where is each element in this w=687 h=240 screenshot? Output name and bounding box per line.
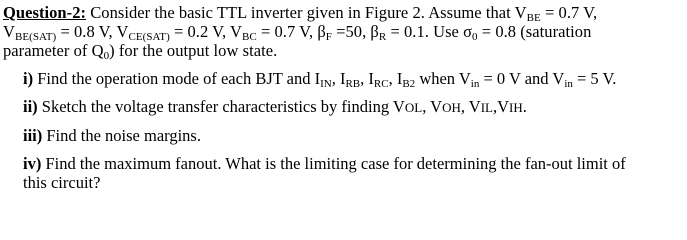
subscript: R <box>378 31 387 43</box>
item-text: Sketch the voltage transfer characteristics by finding V <box>37 97 405 116</box>
intro-text: Consider the basic TTL inverter given in Figure 2. Assume that V <box>86 3 527 22</box>
intro-text: V <box>3 22 15 41</box>
subscript: BC <box>242 31 257 43</box>
question-label: Question-2: <box>3 3 87 22</box>
intro-text: parameter of Q <box>3 41 104 60</box>
small-caps-subscript: IL <box>480 100 493 115</box>
small-caps-subscript: IH <box>509 100 523 115</box>
intro-text: = 0.8 (saturation <box>477 22 592 41</box>
subscript: B2 <box>402 78 416 90</box>
intro-text: = 0.7 V, β <box>256 22 326 41</box>
item-number: iii) <box>23 126 43 145</box>
question-item-iii <box>23 126 685 145</box>
item-text: = 5 V. <box>572 69 617 88</box>
subscript: RB <box>345 78 361 90</box>
question-document <box>3 0 685 192</box>
intro-text: = 0.7 V, <box>540 3 598 22</box>
subscript: 0 <box>472 31 478 43</box>
item-text: Find the noise margins. <box>42 126 201 145</box>
item-text: , I <box>360 69 374 88</box>
intro-text: = 0.1. Use σ <box>386 22 473 41</box>
subscript: BE(SAT) <box>14 31 57 43</box>
item-text: , V <box>460 97 481 116</box>
item-text: = 0 V and V <box>479 69 565 88</box>
subscript: F <box>325 31 332 43</box>
intro-text: = 0.8 V, V <box>56 22 129 41</box>
item-text: . <box>522 97 527 116</box>
item-text: , I <box>388 69 403 88</box>
intro-text: =50, β <box>331 22 379 41</box>
question-item-ii <box>23 97 685 117</box>
question-item-iv <box>23 154 685 192</box>
subscript: IN <box>320 78 332 90</box>
item-number: i) <box>23 69 34 88</box>
item-text: Find the operation mode of each BJT and I <box>33 69 321 88</box>
item-number: iv) <box>23 154 42 173</box>
subscript: CE(SAT) <box>128 31 170 43</box>
subscript: in <box>564 78 573 90</box>
small-caps-subscript: OH <box>442 100 461 115</box>
small-caps-subscript: OL <box>404 100 423 115</box>
intro-text: ) for the output low state. <box>109 41 278 60</box>
item-text: when V <box>415 69 471 88</box>
subscript: 0 <box>103 50 110 62</box>
item-text: ,V <box>493 97 510 116</box>
subscript: BE <box>526 12 541 24</box>
intro-text: = 0.2 V, V <box>169 22 242 41</box>
item-text: Find the maximum fanout. What is the limiting case for determining the fan-out limit of <box>41 154 626 173</box>
question-intro <box>3 3 685 60</box>
question-item-i <box>23 69 685 88</box>
item-number: ii) <box>23 97 38 116</box>
subscript: in <box>470 78 480 90</box>
subscript: RC <box>373 78 389 90</box>
item-text: , V <box>422 97 443 116</box>
item-text: , I <box>331 69 346 88</box>
item-text: this circuit? <box>23 173 101 192</box>
